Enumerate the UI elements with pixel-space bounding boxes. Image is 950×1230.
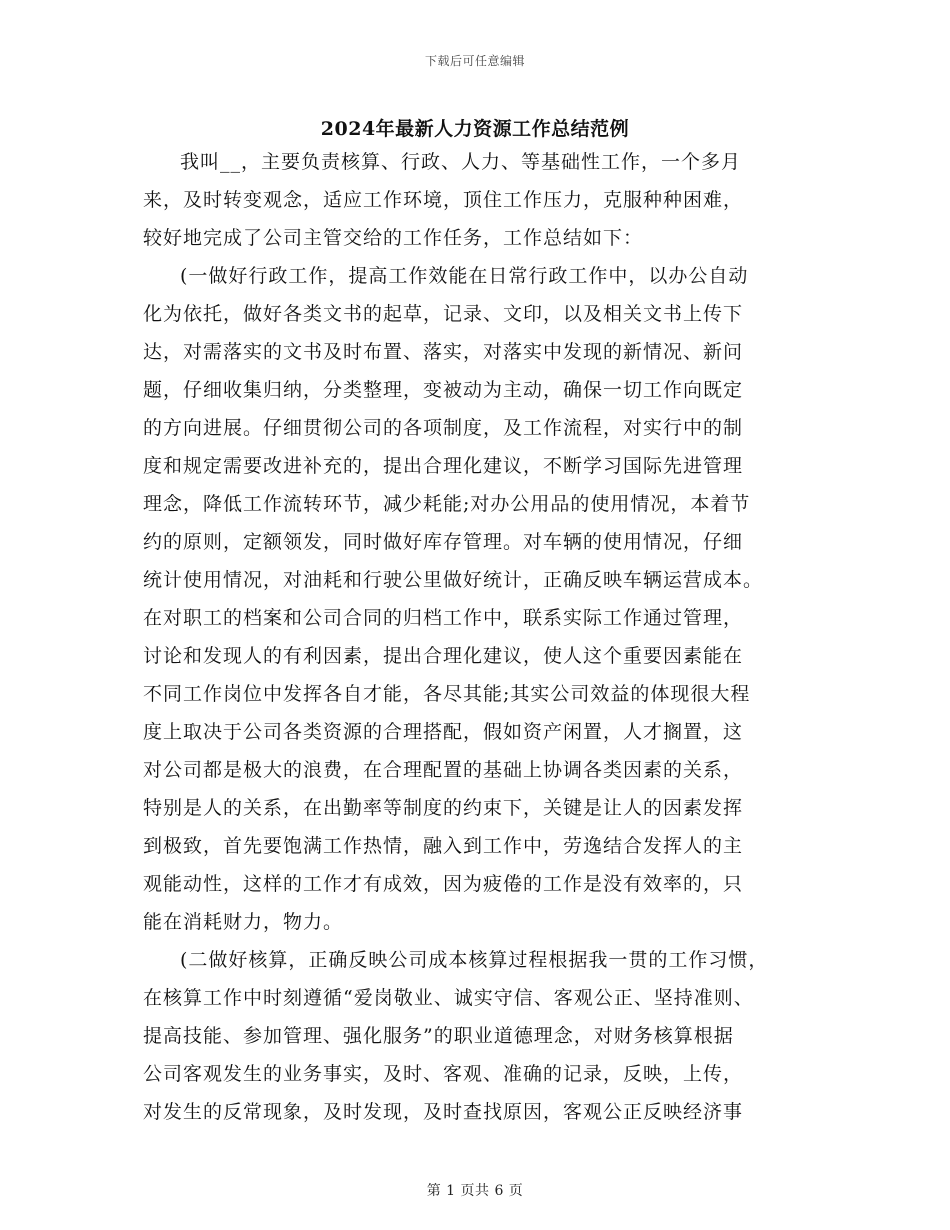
body-line: 讨论和发现人的有利因素，提出合理化建议，使人这个重要因素能在 bbox=[143, 645, 744, 667]
body-line: 统计使用情况，对油耗和行驶公里做好统计，正确反映车辆运营成本。 bbox=[143, 569, 764, 591]
body-line: 达，对需落实的文书及时布置、落实，对落实中发现的新情况、新问 bbox=[143, 341, 744, 363]
page-footer: 第 1 页共 6 页 bbox=[426, 1183, 524, 1199]
body-line: 对公司都是极大的浪费，在合理配置的基础上协调各类因素的关系， bbox=[143, 759, 744, 781]
page-header: 下载后可任意编辑 bbox=[424, 54, 525, 68]
body-line: 公司客观发生的业务事实，及时、客观、准确的记录，反映，上传， bbox=[143, 1063, 744, 1085]
body-line: 来，及时转变观念，适应工作环境，顶住工作压力，克服种种困难， bbox=[143, 189, 744, 211]
body-line: (二做好核算，正确反映公司成本核算过程根据我一贯的工作习惯， bbox=[180, 949, 769, 971]
body-line: 理念，降低工作流转环节，减少耗能;对办公用品的使用情况，本着节 bbox=[143, 493, 751, 515]
body-line: 我叫__，主要负责核算、行政、人力、等基础性工作，一个多月 bbox=[180, 151, 742, 173]
body-line: 对发生的反常现象，及时发现，及时查找原因，客观公正反映经济事 bbox=[143, 1101, 744, 1123]
body-line: 特别是人的关系，在出勤率等制度的约束下，关键是让人的因素发挥 bbox=[143, 797, 744, 819]
body-line: 在核算工作中时刻遵循“爱岗敬业、诚实守信、客观公正、坚持准则、 bbox=[143, 987, 754, 1009]
body-line: 的方向进展。仔细贯彻公司的各项制度，及工作流程，对实行中的制 bbox=[143, 417, 744, 439]
body-line: 度上取决于公司各类资源的合理搭配，假如资产闲置，人才搁置，这 bbox=[143, 721, 744, 743]
body-line: 到极致，首先要饱满工作热情，融入到工作中，劳逸结合发挥人的主 bbox=[143, 835, 744, 857]
body-line: 提高技能、参加管理、强化服务”的职业道德理念，对财务核算根据 bbox=[143, 1025, 734, 1047]
body-line: 题，仔细收集归纳，分类整理，变被动为主动，确保一切工作向既定 bbox=[143, 379, 744, 401]
body-line: 不同工作岗位中发挥各自才能，各尽其能;其实公司效益的体现很大程 bbox=[143, 683, 751, 705]
body-line: 在对职工的档案和公司合同的归档工作中，联系实际工作通过管理， bbox=[143, 607, 744, 629]
document-title: 2024年最新人力资源工作总结范例 bbox=[320, 118, 630, 140]
body-line: 能在消耗财力，物力。 bbox=[143, 911, 344, 933]
body-line: 化为依托，做好各类文书的起草，记录、文印，以及相关文书上传下 bbox=[143, 303, 744, 325]
body-line: (一做好行政工作，提高工作效能在日常行政工作中，以办公自动 bbox=[180, 265, 749, 287]
body-line: 观能动性，这样的工作才有成效，因为疲倦的工作是没有效率的，只 bbox=[143, 873, 744, 895]
body-line: 较好地完成了公司主管交给的工作任务，工作总结如下： bbox=[143, 227, 644, 249]
body-line: 度和规定需要改进补充的，提出合理化建议，不断学习国际先进管理 bbox=[143, 455, 744, 477]
body-line: 约的原则，定额领发，同时做好库存管理。对车辆的使用情况，仔细 bbox=[143, 531, 744, 553]
